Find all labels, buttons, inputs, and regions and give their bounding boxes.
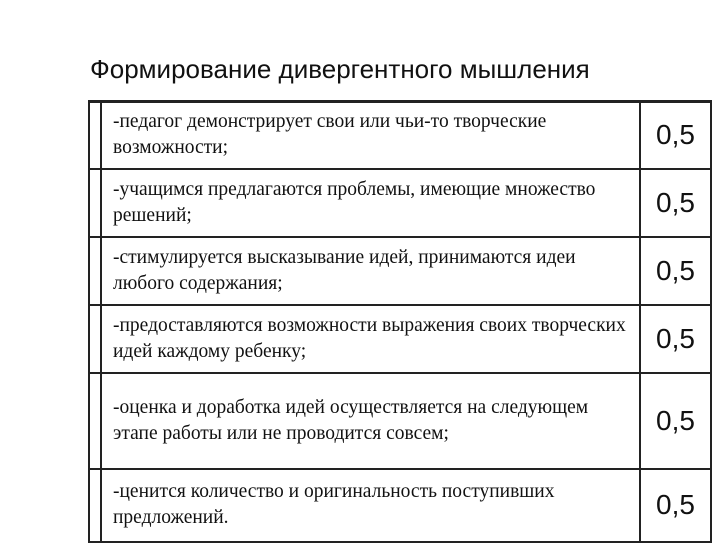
criterion-value: 0,5 <box>640 169 711 237</box>
row-gutter <box>89 305 101 373</box>
criterion-text: -ценится количество и оригинальность поступивших предложений. <box>101 469 640 542</box>
criterion-text: -педагог демонстрирует свои или чьи-то творческие возможности; <box>101 102 640 169</box>
criterion-value: 0,5 <box>640 237 711 305</box>
row-gutter <box>89 373 101 469</box>
table-row <box>89 469 711 542</box>
row-gutter <box>89 102 101 169</box>
criterion-value: 0,5 <box>640 102 711 169</box>
row-gutter <box>89 237 101 305</box>
criterion-text: -предоставляются возможности выражения своих творческих идей каждому ребенку; <box>101 305 640 373</box>
table-row <box>89 169 711 237</box>
table-row <box>89 237 711 305</box>
row-gutter <box>89 469 101 542</box>
criteria-table <box>88 100 712 543</box>
table-row <box>89 305 711 373</box>
slide-title: Формирование дивергентного мышления <box>90 54 590 84</box>
criterion-text: -учащимся предлагаются проблемы, имеющие множество решений; <box>101 169 640 237</box>
row-gutter <box>89 169 101 237</box>
criterion-value: 0,5 <box>640 305 711 373</box>
criterion-text: -стимулируется высказывание идей, принимаются идеи любого содержания; <box>101 237 640 305</box>
criterion-text: -оценка и доработка идей осуществляется на следующем этапе работы или не проводится совсем; <box>101 373 640 469</box>
criterion-value: 0,5 <box>640 469 711 542</box>
criterion-value: 0,5 <box>640 373 711 469</box>
table-row <box>89 102 711 169</box>
table-row <box>89 373 711 469</box>
